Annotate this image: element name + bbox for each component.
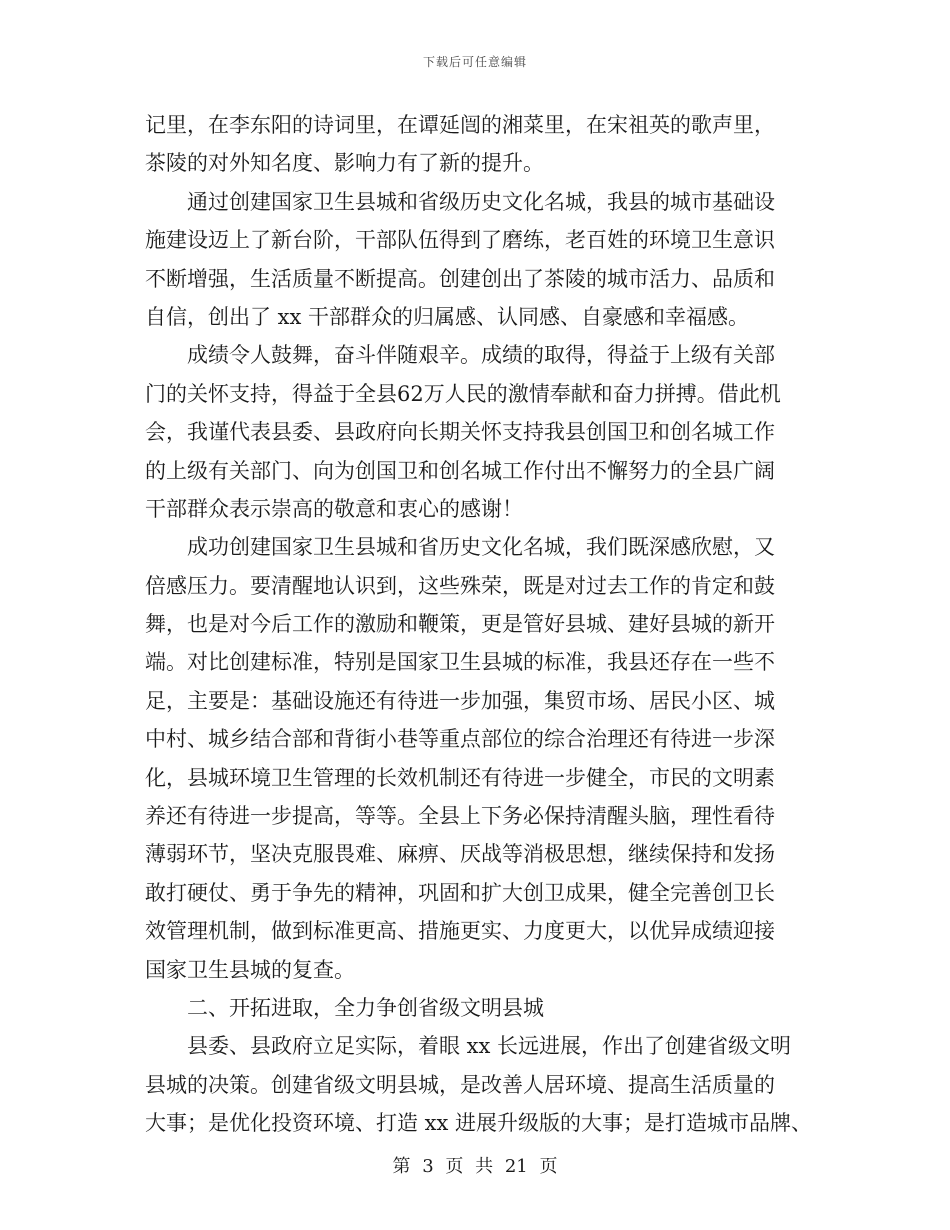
text-line: 薄弱环节，坚决克服畏难、麻痹、厌战等消极思想，继续保持和发扬	[145, 842, 775, 867]
text-line: 端。对比创建标准，特别是国家卫生县城的标准，我县还存在一些不	[145, 650, 775, 675]
text-line: 舞，也是对今后工作的激励和鞭策，更是管好县城、建好县城的新开	[145, 612, 775, 637]
paragraph-start-line: 成绩令人鼓舞，奋斗伴随艰辛。成绩的取得，得益于上级有关部	[187, 343, 775, 368]
text-line: 茶陵的对外知名度、影响力有了新的提升。	[145, 151, 544, 176]
text-line: 中村、城乡结合部和背街小巷等重点部位的综合治理还有待进一步深	[145, 727, 775, 752]
document-body	[145, 106, 825, 1143]
text-line: 倍感压力。要清醒地认识到，这些殊荣，既是对过去工作的肯定和鼓	[145, 573, 775, 598]
text-line: 国家卫生县城的复查。	[145, 957, 355, 982]
paragraph-start-line: 县委、县政府立足实际，着眼 xx 长远进展，作出了创建省级文明	[187, 1034, 792, 1059]
text-line: 效管理机制，做到标准更高、措施更实、力度更大，以优异成绩迎接	[145, 919, 775, 944]
text-line: 会，我谨代表县委、县政府向长期关怀支持我县创国卫和创名城工作	[145, 420, 775, 445]
paragraph-start-line: 成功创建国家卫生县城和省历史文化名城，我们既深感欣慰，又	[187, 535, 775, 560]
text-line: 自信，创出了 xx 干部群众的归属感、认同感、自豪感和幸福感。	[145, 304, 750, 329]
paragraph-start-line: 通过创建国家卫生县城和省级历史文化名城，我县的城市基础设	[187, 189, 775, 214]
text-line: 的上级有关部门、向为创国卫和创名城工作付出不懈努力的全县广阔	[145, 458, 775, 483]
page-number-footer: 第 3 页 共 21 页	[392, 1156, 558, 1177]
text-line: 县城的决策。创建省级文明县城，是改善人居环境、提高生活质量的	[145, 1072, 775, 1097]
text-line: 大事；是优化投资环境、打造 xx 进展升级版的大事；是打造城市品牌、	[145, 1111, 813, 1136]
text-line: 敢打硬仗、勇于争先的精神，巩固和扩大创卫成果，健全完善创卫长	[145, 880, 775, 905]
text-line: 足，主要是：基础设施还有待进一步加强，集贸市场、居民小区、城	[145, 688, 775, 713]
text-line: 不断增强，生活质量不断提高。创建创出了茶陵的城市活力、品质和	[145, 266, 775, 291]
page-header: 下载后可任意编辑	[422, 55, 527, 69]
text-line: 干部群众表示崇高的敬意和衷心的感谢！	[145, 496, 523, 521]
text-line: 养还有待进一步提高，等等。全县上下务必保持清醒头脑，理性看待	[145, 804, 775, 829]
text-line: 施建设迈上了新台阶，干部队伍得到了磨练，老百姓的环境卫生意识	[145, 228, 775, 253]
section-heading: 二、开拓进取，全力争创省级文明县城	[187, 995, 544, 1020]
text-line: 门的关怀支持，得益于全县62万人民的激情奉献和奋力拼搏。借此机	[145, 381, 781, 406]
text-line: 记里，在李东阳的诗词里，在谭延闿的湘菜里，在宋祖英的歌声里，	[145, 113, 775, 137]
text-line: 化，县城环境卫生管理的长效机制还有待进一步健全，市民的文明素	[145, 765, 775, 790]
